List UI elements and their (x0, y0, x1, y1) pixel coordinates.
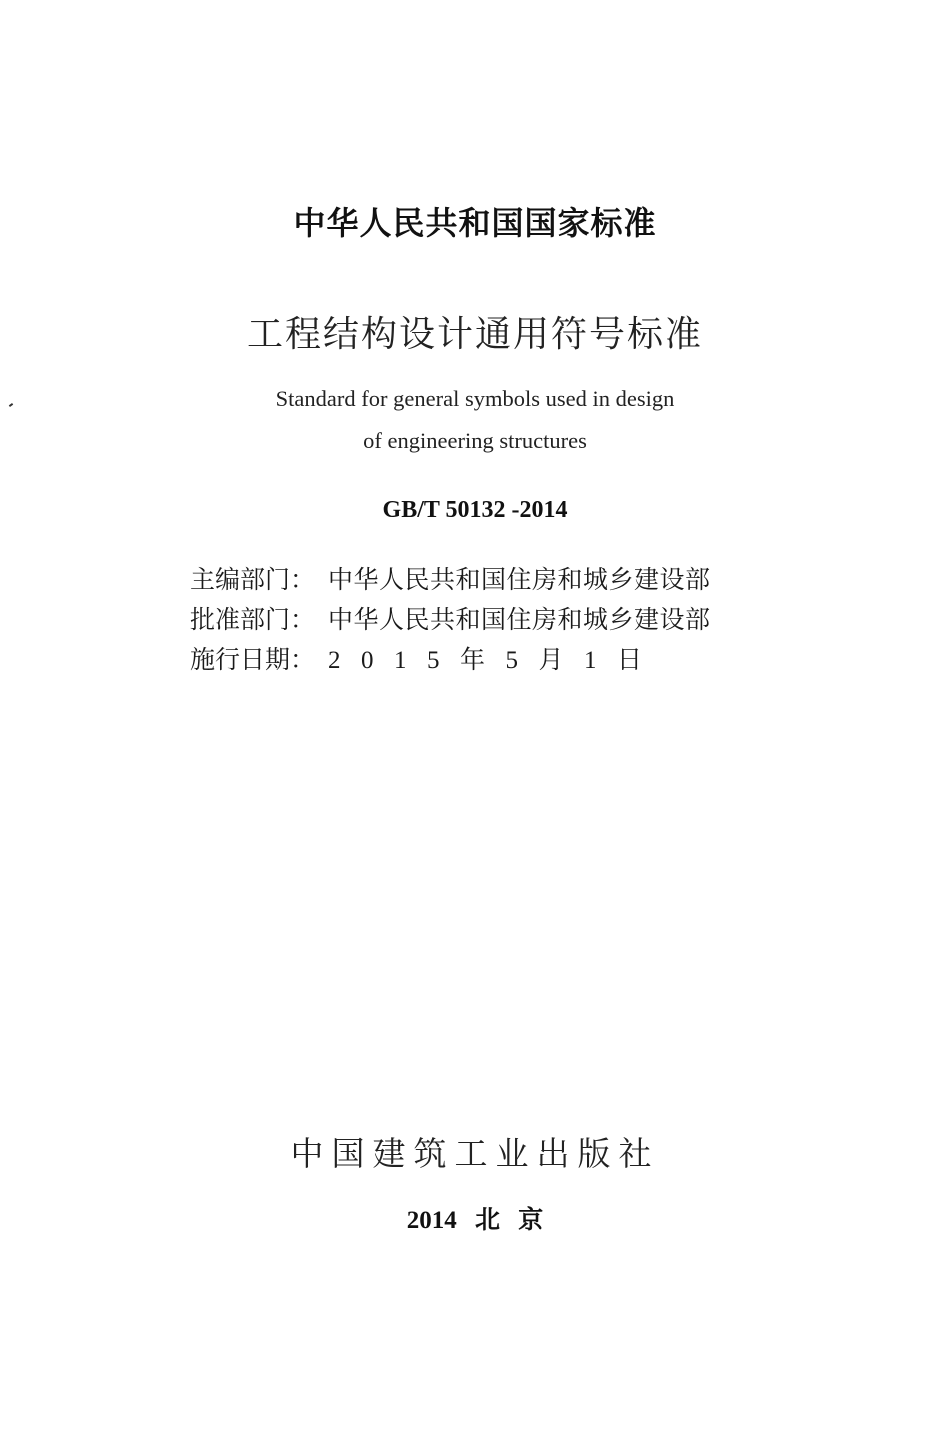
effective-date-label: 施行日期： (190, 645, 316, 674)
standard-title-chinese: 工程结构设计通用符号标准 (246, 314, 703, 355)
publisher-name: 中国建筑工业出版社 (290, 1134, 660, 1173)
approver-department-label: 批准部门： (190, 605, 316, 634)
editor-department-row (190, 562, 711, 598)
approver-department-value: 中华人民共和国住房和城乡建设部 (328, 605, 711, 634)
standard-series-heading: 中华人民共和国国家标准 (293, 204, 657, 242)
publication-imprint: 2014 北 京 (406, 1207, 544, 1234)
editor-department-label: 主编部门： (190, 565, 316, 594)
standard-title-english-line2: of engineering structures (363, 428, 587, 453)
approver-department-row (190, 602, 711, 638)
standard-title-english-line1: Standard for general symbols used in design (275, 386, 675, 411)
editor-department-value: 中华人民共和国住房和城乡建设部 (328, 565, 711, 594)
effective-date-row (190, 642, 663, 678)
standard-code: GB/T 50132 -2014 (382, 497, 568, 523)
effective-date-value: 2015年5月1日 (328, 647, 663, 674)
